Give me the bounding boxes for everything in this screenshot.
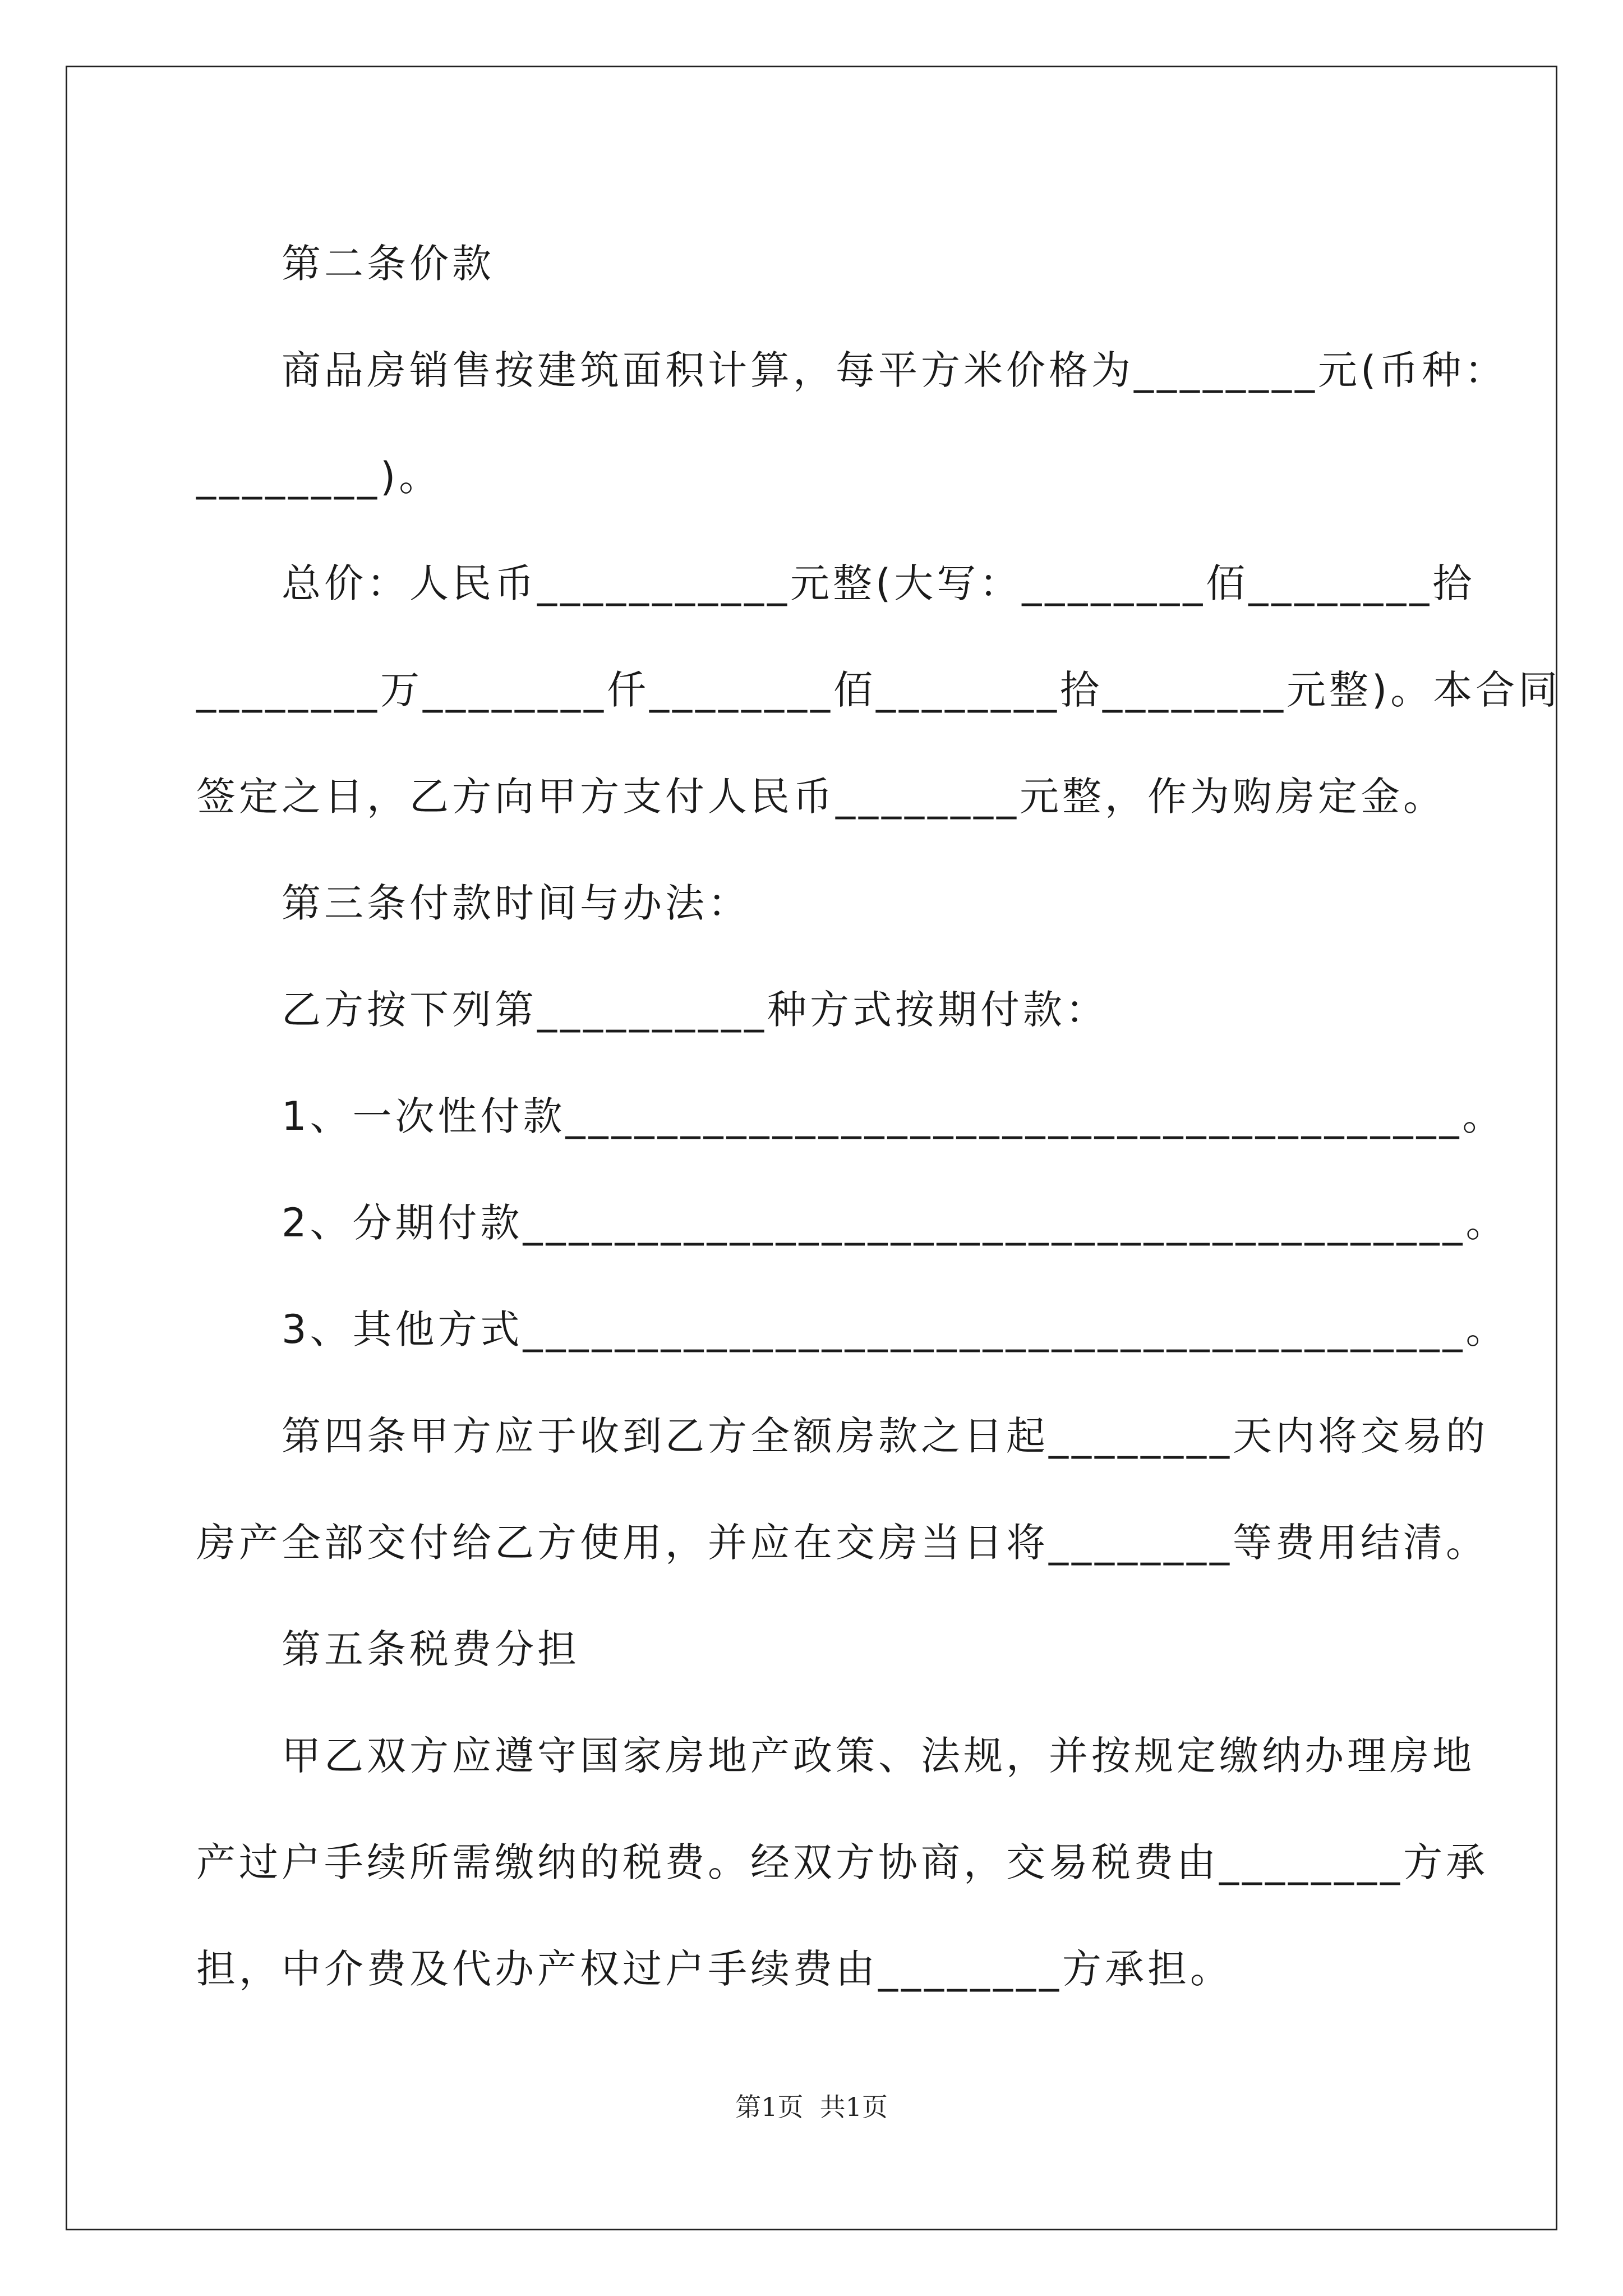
payment-option-2: 2、分期付款_________________________________________。 (282, 1200, 1509, 1246)
section-5-line-1: 甲乙双方应遵守国家房地产政策、法规，并按规定缴纳办理房地 (282, 1733, 1475, 1779)
deposit-line: 签定之日，乙方向甲方支付人民币________元整，作为购房定金。 (196, 774, 1446, 820)
currency-line: ________)。 (196, 454, 442, 500)
section-5-line-3: 担，中介费及代办产权过户手续费由________方承担。 (196, 1946, 1233, 1992)
payment-option-3: 3、其他方式_________________________________________。 (282, 1306, 1509, 1352)
document-body (196, 210, 1561, 2022)
payment-method-choice-line: 乙方按下列第__________种方式按期付款： (282, 987, 1108, 1033)
page-number-footer: 第1页 共1页 (735, 2092, 888, 2122)
section-3-title: 第三条付款时间与办法： (282, 880, 750, 926)
section-5-title: 第五条税费分担 (282, 1626, 580, 1672)
section-5-line-2: 产过户手续所需缴纳的税费。经双方协商，交易税费由________方承 (196, 1839, 1488, 1885)
section-4-line-1: 第四条甲方应于收到乙方全额房款之日起________天内将交易的 (282, 1413, 1488, 1459)
section-4-line-2: 房产全部交付给乙方使用，并应在交房当日将________等费用结清。 (196, 1520, 1488, 1566)
payment-option-1: 1、一次性付款_______________________________________。 (282, 1093, 1505, 1139)
total-price-line: 总价：人民币___________元整(大写：________佰________拾 (282, 560, 1476, 606)
total-price-words-line: ________万________仟________佰________拾________元整)。本合同 (196, 667, 1561, 713)
section-2-title: 第二条价款 (282, 241, 495, 287)
price-per-sqm-line: 商品房销售按建筑面积计算，每平方米价格为________元(币种： (282, 347, 1507, 393)
